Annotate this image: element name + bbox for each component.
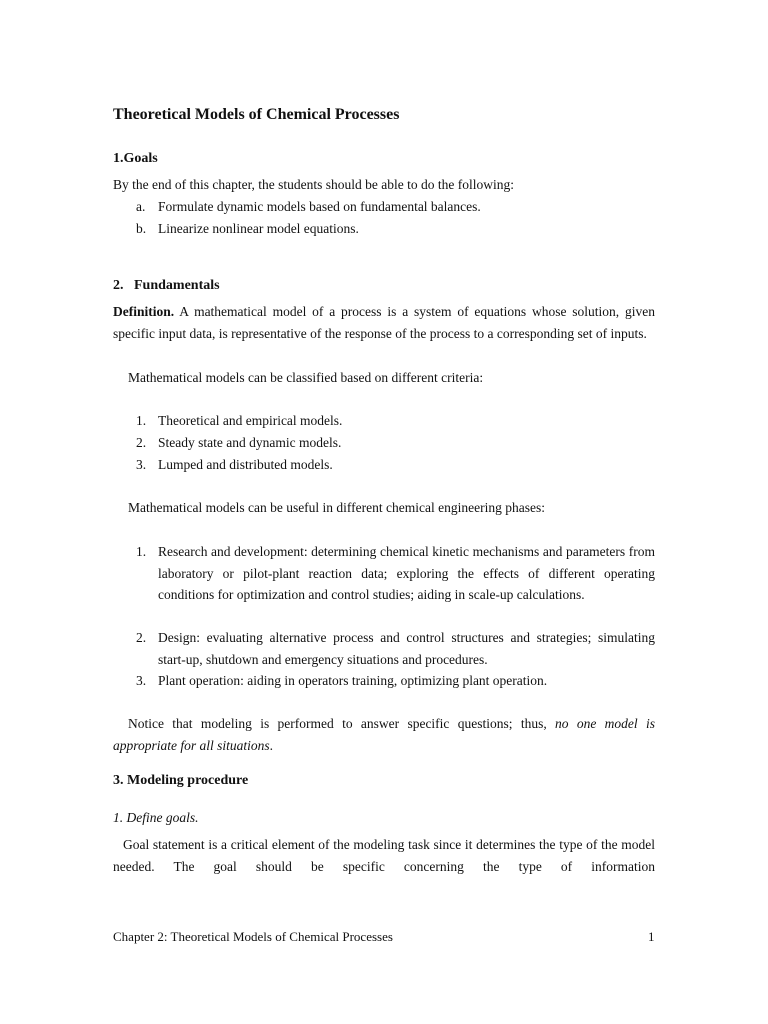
- definition-label: Definition.: [113, 304, 175, 319]
- procedure-heading: 3. Modeling procedure: [113, 773, 249, 788]
- definition-paragraph: [113, 301, 655, 345]
- useful-item-2-marker: 2.: [136, 630, 147, 645]
- footer-chapter-title: Chapter 2: Theoretical Models of Chemical Processes: [113, 929, 393, 944]
- useful-item-1: Research and development: determining chemical kinetic mechanisms and parameters from laboratory or pilot-plant reaction data; exploring the effects of different operating conditions for optimization and control studies; aiding in scale-up calculations.: [158, 544, 655, 602]
- useful-item-3-marker: 3.: [136, 673, 147, 688]
- goals-item-b: Linearize nonlinear model equations.: [158, 221, 359, 236]
- goals-item-a-marker: a.: [136, 199, 146, 214]
- notice-italic: no one model is appropriate for all situations: [113, 716, 655, 753]
- goals-item-b-marker: b.: [136, 221, 147, 236]
- notice-paragraph: [113, 713, 655, 757]
- useful-item-1-marker: 1.: [136, 544, 147, 559]
- notice-end: .: [269, 738, 274, 753]
- fundamentals-heading: 2. Fundamentals: [113, 278, 220, 293]
- goals-heading: 1.Goals: [113, 151, 158, 166]
- footer-page-number: 1: [648, 929, 655, 944]
- useful-item-2: Design: evaluating alternative process and control structures and strategies; simulating start-up, shutdown and emergency situations and procedures.: [158, 630, 655, 667]
- classified-item-1: Theoretical and empirical models.: [158, 413, 343, 428]
- page-title: Theoretical Models of Chemical Processes: [113, 106, 400, 123]
- definition-text: A mathematical model of a process is a system of equations whose solution, given specific input data, is representative of the response of the process to a corresponding set of inputs.: [113, 304, 655, 341]
- notice-text: Notice that modeling is performed to answer specific questions; thus,: [128, 716, 547, 731]
- classified-item-3-marker: 3.: [136, 457, 147, 472]
- goals-item-a: Formulate dynamic models based on fundamental balances.: [158, 199, 481, 214]
- classified-item-2: Steady state and dynamic models.: [158, 435, 342, 450]
- classified-item-2-marker: 2.: [136, 435, 147, 450]
- classified-item-1-marker: 1.: [136, 413, 147, 428]
- useful-intro: Mathematical models can be useful in different chemical engineering phases:: [128, 500, 545, 515]
- classified-intro: Mathematical models can be classified based on different criteria:: [128, 370, 484, 385]
- procedure-step1-text: Goal statement is a critical element of the modeling task since it determines the type of the model needed. The goal should be specific concerning the type of information: [113, 837, 655, 874]
- goals-intro: By the end of this chapter, the students should be able to do the following:: [113, 177, 515, 192]
- useful-item-3: Plant operation: aiding in operators training, optimizing plant operation.: [158, 673, 548, 688]
- procedure-step1-title: 1. Define goals.: [113, 810, 199, 825]
- classified-item-3: Lumped and distributed models.: [158, 457, 333, 472]
